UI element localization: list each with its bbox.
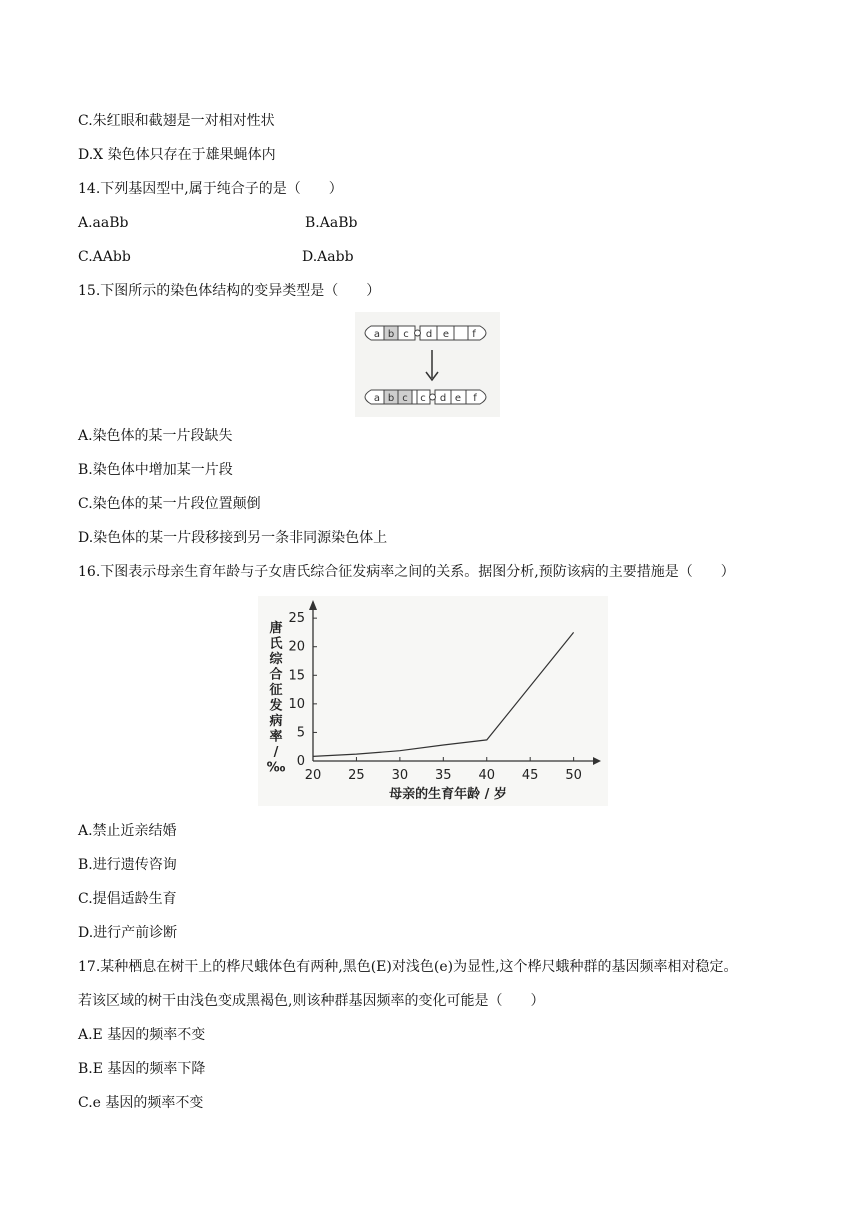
x-tick-label: 45: [521, 768, 539, 783]
down-syndrome-chart: [258, 596, 608, 806]
chr-bottom-seg-b2: c: [402, 393, 408, 404]
y-label-char: /: [273, 745, 279, 760]
chromosome-variation-figure: [355, 312, 500, 417]
x-tick-label: 25: [348, 768, 365, 783]
y-label-char: 氏: [269, 636, 283, 652]
chr-top-seg-f: f: [472, 329, 476, 340]
y-label-char: 病: [269, 714, 283, 729]
y-tick-label: 10: [288, 696, 305, 712]
y-label-char: 率: [269, 729, 283, 745]
q17-option-b: B.E 基因的频率下降: [78, 1061, 206, 1077]
q13-option-d: D.X 染色体只存在于雄果蝇体内: [78, 147, 276, 163]
chr-bottom-seg-d: d: [439, 393, 447, 404]
y-label-char: 综: [269, 652, 283, 667]
q15-stem: 15.下图所示的染色体结构的变异类型是（ ）: [78, 283, 381, 299]
y-label-char: 发: [269, 698, 283, 714]
chr-top-seg-a: a: [373, 329, 381, 340]
q15-option-d: D.染色体的某一片段移接到另一条非同源染色体上: [78, 530, 388, 546]
y-label-char: 唐: [269, 621, 283, 636]
chr-bottom-seg-c: c: [420, 393, 426, 404]
chr-top-seg-e: e: [442, 329, 450, 340]
y-label-char: 合: [269, 667, 283, 683]
chr-bottom-seg-a: a: [373, 393, 381, 404]
q16-option-b: B.进行遗传咨询: [78, 857, 177, 873]
x-tick-label: 50: [565, 768, 582, 783]
y-tick-label: 20: [288, 639, 305, 655]
q17-stem-line2: 若该区域的树干由浅色变成黑褐色,则该种群基因频率的变化可能是（ ）: [78, 993, 545, 1009]
chr-bottom-seg-f: f: [473, 393, 477, 404]
y-label-char: 征: [269, 683, 283, 698]
q14-option-d: D.Aabb: [302, 249, 354, 265]
chr-bottom-seg-b: b: [387, 393, 395, 404]
x-tick-label: 30: [391, 768, 409, 783]
chromosome-after: [365, 390, 486, 404]
q13-option-c: C.朱红眼和截翅是一对相对性状: [78, 113, 275, 129]
q16-option-a: A.禁止近亲结婚: [78, 823, 177, 839]
q16-option-c: C.提倡适龄生育: [78, 891, 177, 907]
y-tick-label: 0: [296, 754, 305, 769]
x-tick-label: 20: [304, 768, 322, 783]
q16-option-d: D.进行产前诊断: [78, 925, 178, 941]
q15-option-c: C.染色体的某一片段位置颠倒: [78, 496, 261, 512]
q14-option-a: A.aaBb: [78, 215, 129, 231]
q14-option-c: C.AAbb: [78, 249, 131, 265]
q14-option-b: B.AaBb: [305, 215, 358, 231]
chr-bottom-seg-e: e: [454, 393, 462, 404]
chr-top-seg-d: d: [425, 329, 433, 340]
q14-stem: 14.下列基因型中,属于纯合子的是（ ）: [78, 181, 343, 197]
y-label-char: ‰: [266, 760, 286, 776]
q15-option-a: A.染色体的某一片段缺失: [78, 428, 233, 444]
q17-option-a: A.E 基因的频率不变: [78, 1027, 206, 1043]
x-tick-label: 40: [478, 768, 496, 783]
y-tick-label: 5: [296, 725, 305, 741]
chr-top-seg-c: c: [403, 329, 409, 340]
y-tick-label: 15: [288, 668, 305, 684]
y-tick-label: 25: [288, 611, 305, 627]
chromosome-before: [365, 326, 486, 340]
q16-stem: 16.下图表示母亲生育年龄与子女唐氏综合征发病率之间的关系。据图分析,预防该病的主要措施是（ ）: [78, 564, 735, 580]
q17-option-c: C.e 基因的频率不变: [78, 1095, 204, 1111]
q15-option-b: B.染色体中增加某一片段: [78, 462, 233, 478]
q17-stem-line1: 17.某种栖息在树干上的桦尺蛾体色有两种,黑色(E)对浅色(e)为显性,这个桦尺蛾种群的基因频率相对稳定。: [78, 959, 738, 975]
chr-top-seg-b: b: [387, 329, 395, 340]
chart-xlabel: 母亲的生育年龄 / 岁: [389, 787, 507, 802]
x-tick-label: 35: [435, 768, 452, 783]
